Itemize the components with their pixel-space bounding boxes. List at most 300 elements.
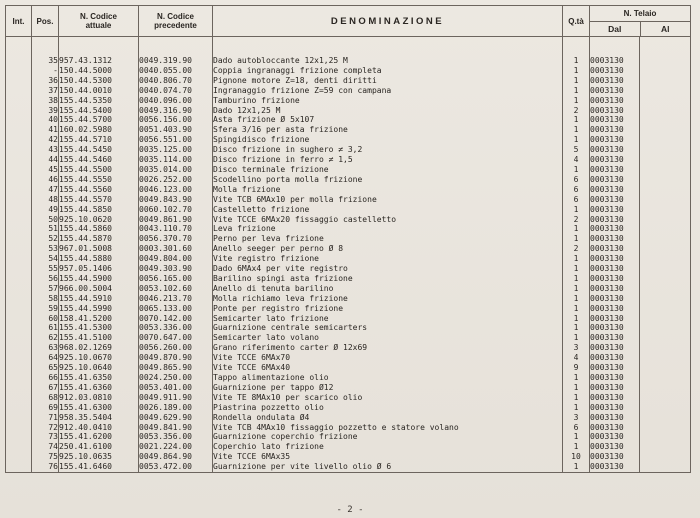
cell-dal: 0003130 <box>590 145 640 155</box>
cell-al <box>640 125 691 135</box>
cell-pos: 43 <box>32 145 59 155</box>
cell-desc: Disco terminale frizione <box>213 165 563 175</box>
cell-prev: 0040.074.70 <box>139 86 213 96</box>
cell-dal: 0003130 <box>590 264 640 274</box>
cell-al <box>640 135 691 145</box>
cell-al <box>640 175 691 185</box>
header-code-previous-line2: precedente <box>154 21 197 30</box>
cell-code: 155.44.5450 <box>59 145 139 155</box>
cell-qty: 1 <box>563 56 590 66</box>
cell-code: 155.44.5460 <box>59 155 139 165</box>
cell-pos: 76 <box>32 462 59 472</box>
cell-qty: 1 <box>563 96 590 106</box>
cell-pos: 64 <box>32 353 59 363</box>
cell-int <box>6 145 32 155</box>
cell-al <box>640 254 691 264</box>
table-row <box>6 413 691 423</box>
cell-qty: 1 <box>563 462 590 472</box>
cell-al <box>640 314 691 324</box>
cell-prev: 0021.224.00 <box>139 442 213 452</box>
cell-prev: 0065.133.00 <box>139 304 213 314</box>
header-telaio-title: N. Telaio <box>590 6 690 22</box>
parts-table <box>5 5 691 473</box>
cell-desc: Scodellino porta molla frizione <box>213 175 563 185</box>
cell-al <box>640 373 691 383</box>
cell-desc: Rondella ondulata Ø4 <box>213 413 563 423</box>
cell-prev: 0003.301.60 <box>139 244 213 254</box>
table-row <box>6 452 691 462</box>
cell-dal: 0003130 <box>590 304 640 314</box>
cell-code: 155.44.5570 <box>59 195 139 205</box>
cell-pos: 37 <box>32 86 59 96</box>
cell-pos: 41 <box>32 125 59 135</box>
cell-desc: Vite registro frizione <box>213 254 563 264</box>
cell-pos: 74 <box>32 442 59 452</box>
cell-desc: Guarnizione coperchio frizione <box>213 432 563 442</box>
cell-int <box>6 462 32 472</box>
cell-pos: 49 <box>32 205 59 215</box>
cell-code: 155.44.5560 <box>59 185 139 195</box>
cell-prev: 0053.336.00 <box>139 323 213 333</box>
cell-int <box>6 442 32 452</box>
cell-code: 150.44.5300 <box>59 76 139 86</box>
cell-pos: 59 <box>32 304 59 314</box>
cell-pos: 35 <box>32 56 59 66</box>
cell-dal: 0003130 <box>590 86 640 96</box>
cell-prev: 0051.403.90 <box>139 125 213 135</box>
cell-desc: Molla richiamo leva frizione <box>213 294 563 304</box>
cell-prev: 0035.014.00 <box>139 165 213 175</box>
cell-pos: 47 <box>32 185 59 195</box>
cell-dal: 0003130 <box>590 56 640 66</box>
table-row <box>6 353 691 363</box>
table-row <box>6 56 691 66</box>
table-row <box>6 333 691 343</box>
cell-qty: 1 <box>563 125 590 135</box>
header-dal: Dal <box>590 22 641 36</box>
cell-desc: Vite TCB 6MAx10 per molla frizione <box>213 195 563 205</box>
cell-al <box>640 155 691 165</box>
cell-pos: 45 <box>32 165 59 175</box>
cell-int <box>6 304 32 314</box>
cell-pos: - <box>32 66 59 76</box>
cell-qty: 1 <box>563 432 590 442</box>
cell-prev: 0026.252.00 <box>139 175 213 185</box>
table-row <box>6 284 691 294</box>
cell-desc: Castelletto frizione <box>213 205 563 215</box>
cell-code: 957.05.1406 <box>59 264 139 274</box>
cell-pos: 42 <box>32 135 59 145</box>
cell-int <box>6 432 32 442</box>
cell-desc: Guarnizione per vite livello olio Ø 6 <box>213 462 563 472</box>
cell-al <box>640 274 691 284</box>
cell-dal: 0003130 <box>590 205 640 215</box>
cell-prev: 0040.806.70 <box>139 76 213 86</box>
header-telaio <box>590 6 691 37</box>
cell-pos: 72 <box>32 423 59 433</box>
cell-prev: 0056.260.00 <box>139 343 213 353</box>
cell-dal: 0003130 <box>590 442 640 452</box>
cell-dal: 0003130 <box>590 423 640 433</box>
cell-qty: 1 <box>563 135 590 145</box>
cell-pos: 57 <box>32 284 59 294</box>
table-row <box>6 135 691 145</box>
cell-int <box>6 274 32 284</box>
cell-prev: 0056.370.70 <box>139 234 213 244</box>
cell-dal: 0003130 <box>590 165 640 175</box>
cell-dal: 0003130 <box>590 363 640 373</box>
cell-dal: 0003130 <box>590 353 640 363</box>
cell-desc: Disco frizione in ferro ≠ 1,5 <box>213 155 563 165</box>
header-code-previous-line1: N. Codice <box>157 12 194 21</box>
cell-pos: 38 <box>32 96 59 106</box>
spacer-row <box>6 37 691 57</box>
cell-dal: 0003130 <box>590 323 640 333</box>
cell-code: 155.44.5550 <box>59 175 139 185</box>
cell-int <box>6 135 32 145</box>
cell-prev: 0049.316.90 <box>139 106 213 116</box>
cell-prev: 0035.125.00 <box>139 145 213 155</box>
cell-al <box>640 56 691 66</box>
table-row <box>6 254 691 264</box>
cell-dal: 0003130 <box>590 383 640 393</box>
cell-int <box>6 195 32 205</box>
table-row <box>6 393 691 403</box>
cell-desc: Guarnizione centrale semicarters <box>213 323 563 333</box>
cell-qty: 1 <box>563 76 590 86</box>
cell-prev: 0049.861.90 <box>139 215 213 225</box>
cell-al <box>640 96 691 106</box>
cell-code: 967.01.5008 <box>59 244 139 254</box>
cell-pos: 52 <box>32 234 59 244</box>
cell-int <box>6 175 32 185</box>
cell-prev: 0060.102.70 <box>139 205 213 215</box>
cell-dal: 0003130 <box>590 413 640 423</box>
cell-al <box>640 393 691 403</box>
cell-pos: 36 <box>32 76 59 86</box>
cell-code: 155.44.5710 <box>59 135 139 145</box>
cell-al <box>640 205 691 215</box>
cell-al <box>640 452 691 462</box>
cell-int <box>6 254 32 264</box>
cell-desc: Piastrina pozzetto olio <box>213 403 563 413</box>
cell-prev: 0049.870.90 <box>139 353 213 363</box>
cell-int <box>6 294 32 304</box>
cell-prev: 0026.189.00 <box>139 403 213 413</box>
table-row <box>6 423 691 433</box>
cell-prev: 0046.213.70 <box>139 294 213 304</box>
cell-dal: 0003130 <box>590 403 640 413</box>
cell-prev: 0056.551.00 <box>139 135 213 145</box>
cell-prev: 0049.864.90 <box>139 452 213 462</box>
cell-dal: 0003130 <box>590 432 640 442</box>
cell-prev: 0049.804.00 <box>139 254 213 264</box>
cell-qty: 1 <box>563 205 590 215</box>
cell-code: 155.44.5400 <box>59 106 139 116</box>
cell-code: 155.41.6350 <box>59 373 139 383</box>
table-row <box>6 294 691 304</box>
cell-code: 155.44.5870 <box>59 234 139 244</box>
header-pos: Pos. <box>32 6 59 37</box>
table-row <box>6 323 691 333</box>
cell-qty: 3 <box>563 343 590 353</box>
cell-al <box>640 264 691 274</box>
cell-pos: 39 <box>32 106 59 116</box>
cell-prev: 0040.096.00 <box>139 96 213 106</box>
cell-int <box>6 86 32 96</box>
cell-desc: Coppia ingranaggi frizione completa <box>213 66 563 76</box>
cell-code: 155.44.5990 <box>59 304 139 314</box>
cell-al <box>640 403 691 413</box>
cell-int <box>6 314 32 324</box>
cell-al <box>640 343 691 353</box>
cell-qty: 1 <box>563 314 590 324</box>
cell-prev: 0049.843.90 <box>139 195 213 205</box>
cell-desc: Dado 6MAx4 per vite registro <box>213 264 563 274</box>
cell-dal: 0003130 <box>590 155 640 165</box>
cell-prev: 0053.472.00 <box>139 462 213 472</box>
cell-int <box>6 76 32 86</box>
table-row <box>6 155 691 165</box>
cell-desc: Guarnizione per tappo Ø12 <box>213 383 563 393</box>
cell-qty: 1 <box>563 333 590 343</box>
cell-desc: Vite TE 8MAx10 per scarico olio <box>213 393 563 403</box>
cell-dal: 0003130 <box>590 195 640 205</box>
cell-dal: 0003130 <box>590 66 640 76</box>
cell-int <box>6 115 32 125</box>
table-row <box>6 314 691 324</box>
cell-al <box>640 66 691 76</box>
cell-al <box>640 115 691 125</box>
cell-int <box>6 234 32 244</box>
cell-prev: 0046.123.00 <box>139 185 213 195</box>
table-row <box>6 125 691 135</box>
table-row <box>6 304 691 314</box>
cell-desc: Tamburino frizione <box>213 96 563 106</box>
header-int: Int. <box>6 6 32 37</box>
cell-qty: 2 <box>563 106 590 116</box>
cell-dal: 0003130 <box>590 175 640 185</box>
table-row <box>6 165 691 175</box>
cell-qty: 6 <box>563 175 590 185</box>
header-code-previous <box>139 6 213 37</box>
header-code-current-line1: N. Codice <box>80 12 117 21</box>
cell-qty: 1 <box>563 383 590 393</box>
cell-qty: 1 <box>563 86 590 96</box>
cell-int <box>6 393 32 403</box>
table-row <box>6 462 691 472</box>
cell-al <box>640 323 691 333</box>
cell-prev: 0053.356.00 <box>139 432 213 442</box>
cell-int <box>6 165 32 175</box>
cell-desc: Barilino spingi asta frizione <box>213 274 563 284</box>
table-row <box>6 205 691 215</box>
table-row <box>6 145 691 155</box>
table-row <box>6 234 691 244</box>
cell-desc: Leva frizione <box>213 224 563 234</box>
cell-code: 155.44.5500 <box>59 165 139 175</box>
cell-code: 958.35.5404 <box>59 413 139 423</box>
cell-prev: 0049.629.90 <box>139 413 213 423</box>
cell-code: 925.10.0620 <box>59 215 139 225</box>
cell-qty: 6 <box>563 423 590 433</box>
cell-code: 155.41.6300 <box>59 403 139 413</box>
cell-pos: 44 <box>32 155 59 165</box>
cell-prev: 0056.165.00 <box>139 274 213 284</box>
cell-int <box>6 452 32 462</box>
cell-pos: 67 <box>32 383 59 393</box>
table-row <box>6 175 691 185</box>
table-row <box>6 442 691 452</box>
cell-al <box>640 363 691 373</box>
cell-int <box>6 106 32 116</box>
table-row <box>6 215 691 225</box>
cell-qty: 2 <box>563 244 590 254</box>
cell-dal: 0003130 <box>590 294 640 304</box>
cell-prev: 0040.055.00 <box>139 66 213 76</box>
cell-al <box>640 244 691 254</box>
cell-pos: 56 <box>32 274 59 284</box>
cell-qty: 1 <box>563 264 590 274</box>
cell-desc: Tappo alimentazione olio <box>213 373 563 383</box>
cell-int <box>6 56 32 66</box>
cell-qty: 1 <box>563 234 590 244</box>
cell-code: 155.44.5700 <box>59 115 139 125</box>
cell-desc: Asta frizione Ø 5x107 <box>213 115 563 125</box>
cell-desc: Sfera 3/16 per asta frizione <box>213 125 563 135</box>
cell-code: 155.44.5850 <box>59 205 139 215</box>
cell-pos: 69 <box>32 403 59 413</box>
cell-qty: 6 <box>563 185 590 195</box>
cell-desc: Semicarter lato volano <box>213 333 563 343</box>
cell-pos: 75 <box>32 452 59 462</box>
cell-dal: 0003130 <box>590 462 640 472</box>
cell-int <box>6 96 32 106</box>
cell-qty: 1 <box>563 66 590 76</box>
cell-desc: Dado autobloccante 12x1,25 M <box>213 56 563 66</box>
cell-dal: 0003130 <box>590 343 640 353</box>
cell-code: 925.10.0635 <box>59 452 139 462</box>
cell-int <box>6 333 32 343</box>
cell-dal: 0003130 <box>590 452 640 462</box>
cell-al <box>640 442 691 452</box>
cell-desc: Spingidisco frizione <box>213 135 563 145</box>
cell-dal: 0003130 <box>590 314 640 324</box>
cell-dal: 0003130 <box>590 244 640 254</box>
cell-al <box>640 383 691 393</box>
cell-pos: 66 <box>32 373 59 383</box>
cell-qty: 1 <box>563 254 590 264</box>
cell-pos: 63 <box>32 343 59 353</box>
cell-al <box>640 145 691 155</box>
cell-al <box>640 106 691 116</box>
cell-int <box>6 185 32 195</box>
cell-desc: Vite TCB 4MAx10 fissaggio pozzetto e statore volano <box>213 423 563 433</box>
table-row <box>6 403 691 413</box>
cell-dal: 0003130 <box>590 185 640 195</box>
cell-desc: Vite TCCE 6MAx40 <box>213 363 563 373</box>
cell-int <box>6 373 32 383</box>
cell-desc: Disco frizione in sughero ≠ 3,2 <box>213 145 563 155</box>
cell-desc: Grano riferimento carter Ø 12x69 <box>213 343 563 353</box>
table-row <box>6 363 691 373</box>
table-row <box>6 76 691 86</box>
cell-dal: 0003130 <box>590 274 640 284</box>
table-row <box>6 86 691 96</box>
cell-qty: 1 <box>563 274 590 284</box>
cell-qty: 1 <box>563 284 590 294</box>
cell-prev: 0056.156.00 <box>139 115 213 125</box>
cell-al <box>640 304 691 314</box>
cell-desc: Ingranaggio frizione Z=59 con campana <box>213 86 563 96</box>
cell-int <box>6 155 32 165</box>
cell-qty: 4 <box>563 155 590 165</box>
cell-int <box>6 264 32 274</box>
cell-desc: Dado 12x1,25 M <box>213 106 563 116</box>
cell-qty: 6 <box>563 195 590 205</box>
cell-al <box>640 413 691 423</box>
table-row <box>6 106 691 116</box>
header-denominazione: DENOMINAZIONE <box>213 6 563 37</box>
header-row <box>6 6 691 37</box>
cell-qty: 1 <box>563 294 590 304</box>
cell-int <box>6 224 32 234</box>
cell-desc: Pignone motore Z=18, denti diritti <box>213 76 563 86</box>
cell-qty: 4 <box>563 353 590 363</box>
cell-dal: 0003130 <box>590 224 640 234</box>
cell-code: 155.44.5880 <box>59 254 139 264</box>
cell-prev: 0070.142.00 <box>139 314 213 324</box>
cell-desc: Anello seeger per perno Ø 8 <box>213 244 563 254</box>
cell-al <box>640 86 691 96</box>
cell-int <box>6 66 32 76</box>
cell-code: 158.41.5200 <box>59 314 139 324</box>
cell-al <box>640 294 691 304</box>
cell-pos: 55 <box>32 264 59 274</box>
cell-int <box>6 323 32 333</box>
cell-desc: Vite TCCE 6MAx20 fissaggio castelletto <box>213 215 563 225</box>
cell-pos: 65 <box>32 363 59 373</box>
cell-al <box>640 215 691 225</box>
table-row <box>6 115 691 125</box>
cell-prev: 0043.110.70 <box>139 224 213 234</box>
cell-prev: 0049.319.90 <box>139 56 213 66</box>
cell-pos: 53 <box>32 244 59 254</box>
cell-pos: 71 <box>32 413 59 423</box>
cell-pos: 40 <box>32 115 59 125</box>
cell-qty: 10 <box>563 452 590 462</box>
cell-dal: 0003130 <box>590 76 640 86</box>
cell-code: 912.40.0410 <box>59 423 139 433</box>
table-row <box>6 185 691 195</box>
cell-prev: 0049.841.90 <box>139 423 213 433</box>
cell-prev: 0053.102.60 <box>139 284 213 294</box>
cell-dal: 0003130 <box>590 135 640 145</box>
cell-prev: 0024.250.00 <box>139 373 213 383</box>
cell-dal: 0003130 <box>590 115 640 125</box>
cell-dal: 0003130 <box>590 373 640 383</box>
cell-int <box>6 413 32 423</box>
cell-int <box>6 284 32 294</box>
cell-dal: 0003130 <box>590 96 640 106</box>
cell-qty: 1 <box>563 115 590 125</box>
cell-prev: 0070.647.00 <box>139 333 213 343</box>
cell-qty: 1 <box>563 224 590 234</box>
cell-pos: 48 <box>32 195 59 205</box>
cell-int <box>6 383 32 393</box>
cell-int <box>6 423 32 433</box>
table-row <box>6 66 691 76</box>
